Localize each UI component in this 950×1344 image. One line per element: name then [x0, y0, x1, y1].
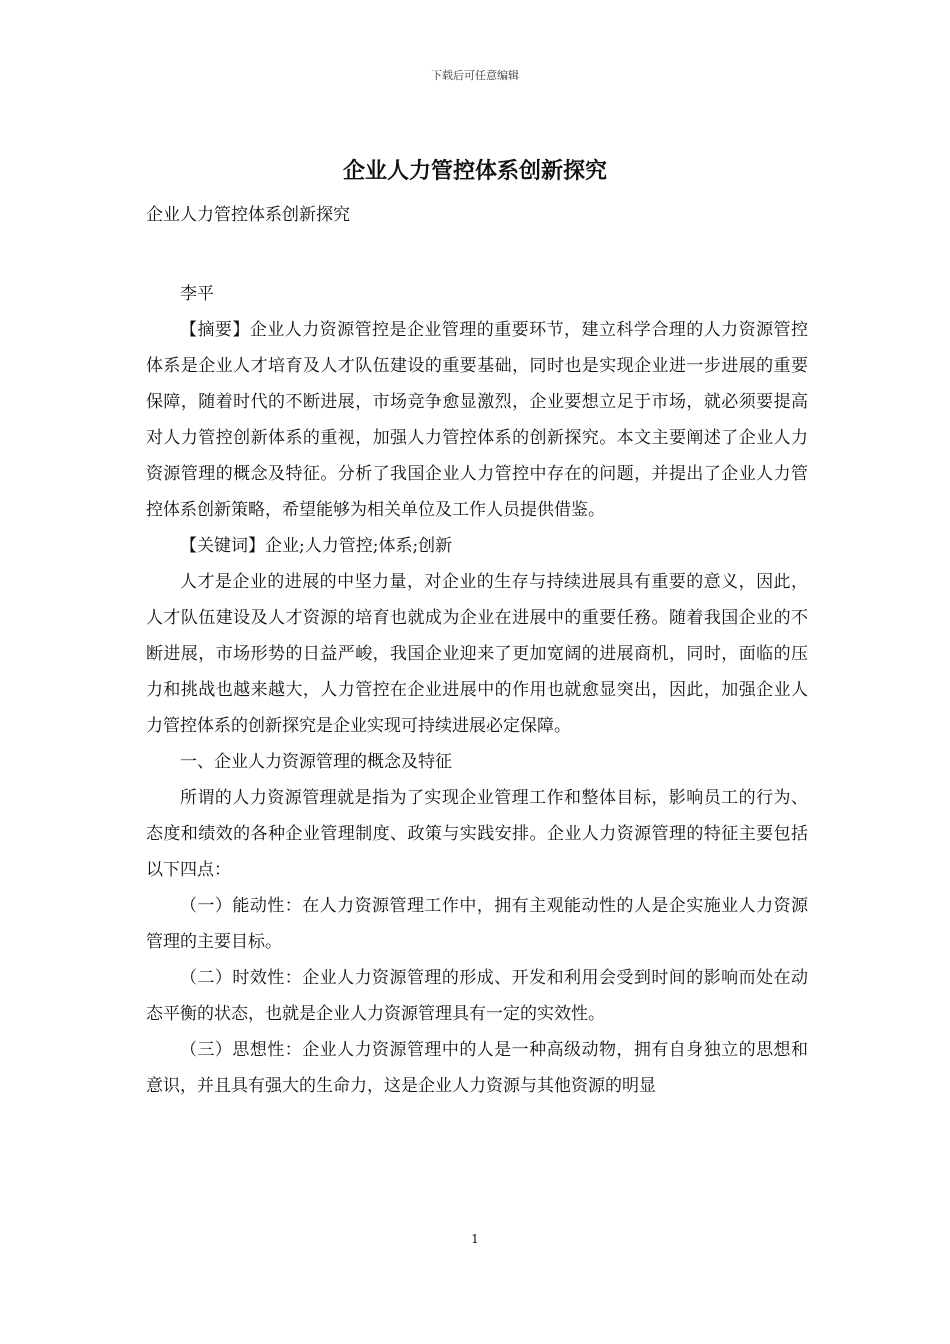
- section-1-intro-paragraph: 所谓的人力资源管理就是指为了实现企业管理工作和整体目标，影响员工的行为、态度和绩效的各种企业管理制度、政策与实践安排。企业人力资源管理的特征主要包括以下四点：: [146, 788, 808, 880]
- author-name: 李平: [180, 284, 214, 304]
- header-note: 下载后可任意编辑: [431, 69, 519, 82]
- document-subtitle: 企业人力管控体系创新探究: [146, 205, 350, 225]
- document-body: [146, 276, 808, 1104]
- feature-2-paragraph: （二）时效性：企业人力资源管理的形成、开发和利用会受到时间的影响而处在动态平衡的状态，也就是企业人力资源管理具有一定的实效性。: [146, 968, 808, 1024]
- keywords-paragraph: 【关键词】企业;人力管控;体系;创新: [180, 536, 453, 556]
- document-title: 企业人力管控体系创新探究: [342, 158, 607, 184]
- abstract-paragraph: 【摘要】企业人力资源管控是企业管理的重要环节，建立科学合理的人力资源管控体系是企业人才培育及人才队伍建设的重要基础，同时也是实现企业进一步进展的重要保障，随着时代的不断进展，市场竞争愈显激烈，企业要想立足于市场，就必须要提高对人力管控创新体系的重视，加强人力管控体系的创新探究。本文主要阐述了企业人力资源管理的概念及特征。分析了我国企业人力管控中存在的问题，并提出了企业人力管控体系创新策略，希望能够为相关单位及工作人员提供借鉴。: [146, 320, 808, 520]
- section-1-heading: 一、企业人力资源管理的概念及特征: [180, 752, 452, 772]
- page-number: 1: [471, 1232, 479, 1246]
- feature-1-paragraph: （一）能动性：在人力资源管理工作中，拥有主观能动性的人是企实施业人力资源管理的主要目标。: [146, 896, 808, 952]
- feature-3-paragraph: （三）思想性：企业人力资源管理中的人是一种高级动物，拥有自身独立的思想和意识，并且具有强大的生命力，这是企业人力资源与其他资源的明显: [146, 1040, 808, 1096]
- intro-paragraph: 人才是企业的进展的中坚力量，对企业的生存与持续进展具有重要的意义，因此，人才队伍建设及人才资源的培育也就成为企业在进展中的重要任務。随着我国企业的不断进展，市场形势的日益严峻，我国企业迎来了更加宽阔的进展商机，同时，面临的压力和挑战也越来越大，人力管控在企业进展中的作用也就愈显突出，因此，加强企业人力管控体系的创新探究是企业实现可持续进展必定保障。: [146, 572, 808, 736]
